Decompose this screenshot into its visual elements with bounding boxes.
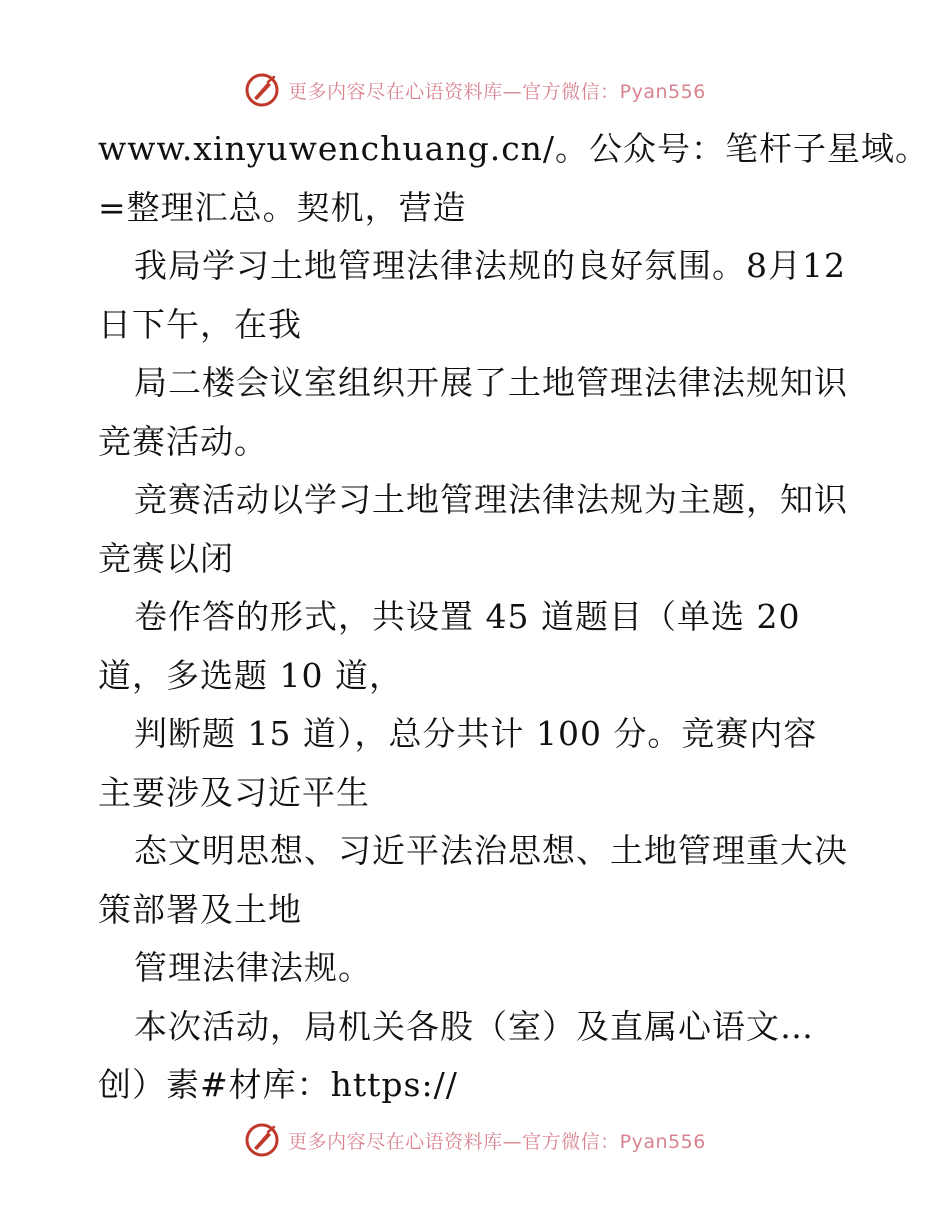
body-line: 判断题 15 道），总分共计 100 分。竞赛内容 (134, 714, 818, 753)
header-banner (0, 68, 950, 112)
body-line: 局二楼会议室组织开展了土地管理法律法规知识 (134, 363, 848, 402)
body-line: 创）素#材库：https:// (98, 1065, 458, 1104)
body-line: 竞赛活动。 (98, 421, 268, 461)
body-line: www.xinyuwenchuang.cn/。公众号：笔杆子星域。 (98, 129, 930, 168)
footer-banner (0, 1118, 950, 1162)
quill-logo-icon (244, 1122, 280, 1158)
footer-banner-text: 更多内容尽在心语资料库—官方微信：Pyan556 (288, 1130, 706, 1153)
quill-logo-icon (244, 72, 280, 108)
body-line: 我局学习土地管理法律法规的良好氛围。8月12 (134, 246, 846, 285)
body-line: 竞赛以闭 (98, 538, 234, 578)
body-line: 主要涉及习近平生 (98, 772, 370, 812)
body-line: 态文明思想、习近平法治思想、土地管理重大决 (134, 831, 848, 870)
body-line: 日下午，在我 (98, 304, 302, 344)
body-line: 管理法律法规。 (134, 948, 372, 987)
body-line: 卷作答的形式，共设置 45 道题目（单选 20 (134, 597, 801, 636)
body-line: 本次活动，局机关各股（室）及直属心语文… (134, 1006, 814, 1046)
body-line: 策部署及土地 (98, 889, 302, 929)
document-body (98, 120, 930, 1115)
body-line: 道，多选题 10 道， (98, 655, 403, 695)
header-banner-text: 更多内容尽在心语资料库—官方微信：Pyan556 (288, 80, 706, 103)
body-line: =整理汇总。契机，营造 (98, 187, 467, 227)
body-line: 竞赛活动以学习土地管理法律法规为主题，知识 (134, 480, 848, 519)
